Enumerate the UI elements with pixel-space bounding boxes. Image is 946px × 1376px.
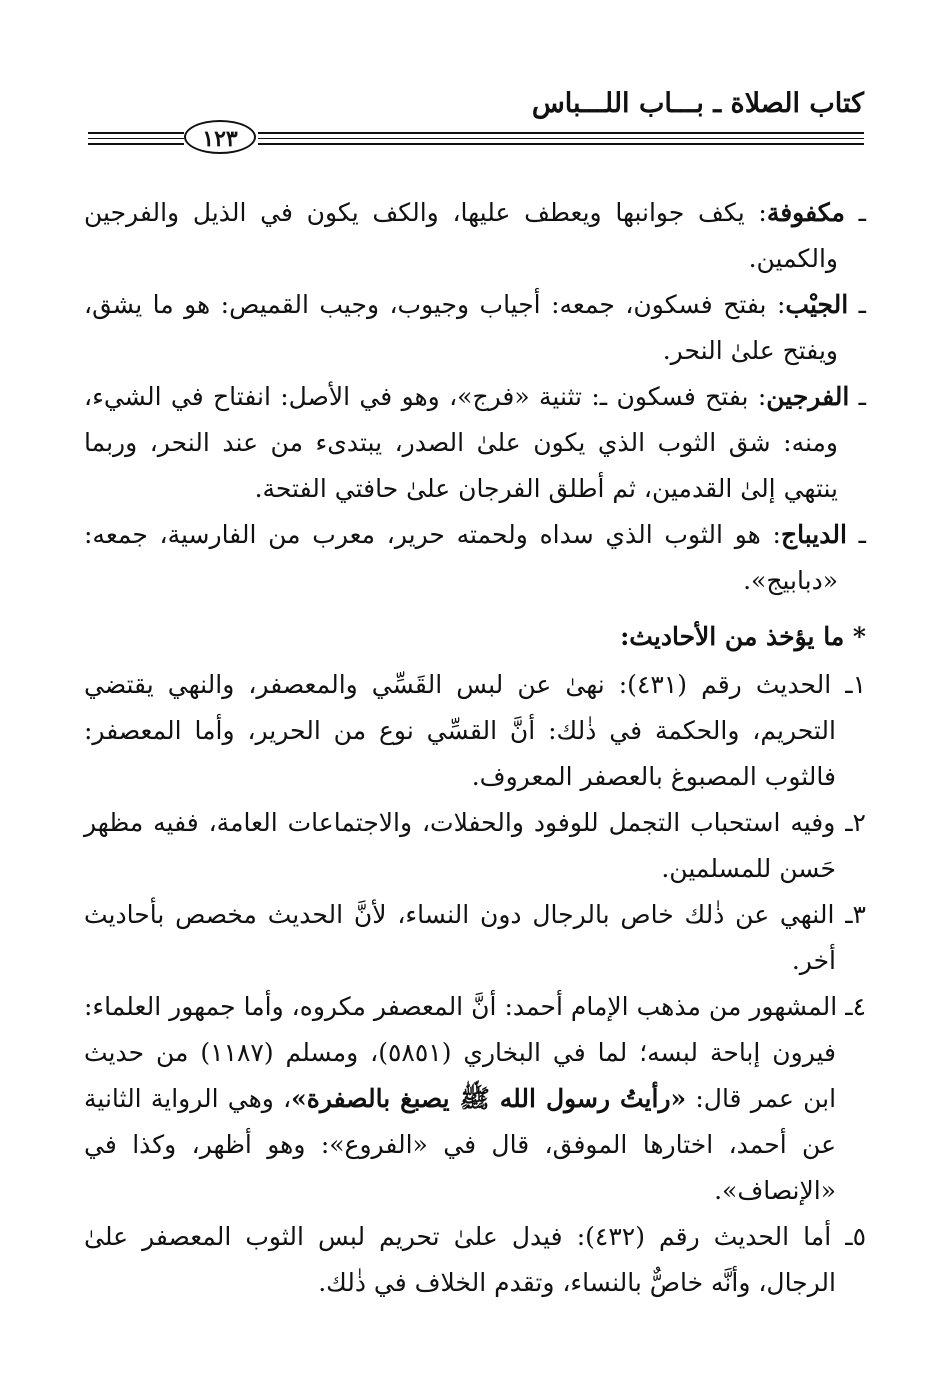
glossary-definition: : بفتح فسكون، جمعه: أجياب وجيوب، وجيب القميص: هو ما يشق، ويفتح علىٰ النحر.: [84, 290, 838, 365]
list-item: [84, 892, 866, 984]
header-rule: [88, 138, 184, 139]
item-text: ، وهي الرواية الثانية عن أحمد، اختارها الموفق، قال في «الفروع»: وهو أظهر، وكذا في «الإنصاف».: [84, 1084, 836, 1205]
item-text: الحديث رقم (٤٣١): نهىٰ عن لبس القَسِّي والمعصفر، والنهي يقتضي التحريم، والحكمة في ذٰلك: أنَّ القسِّي نوع من الحرير، وأما المعصفر: فالثوب المصبوغ بالعصفر المعروف.: [84, 670, 836, 791]
entry-dash: ـ: [848, 290, 866, 319]
section-heading: * ما يؤخذ من الأحاديث:: [620, 622, 866, 651]
item-number: ١ـ: [831, 670, 867, 699]
item-number: ٥ـ: [831, 1222, 866, 1251]
item-number: ٣ـ: [834, 900, 866, 929]
list-item: [84, 984, 866, 1214]
glossary-term: مكفوفة: [766, 198, 845, 227]
glossary-entry: [84, 190, 866, 282]
hadith-quote: «رأيتُ رسول الله ﷺ يصبغ بالصفرة»: [291, 1084, 687, 1113]
glossary-entry: [84, 374, 866, 512]
glossary-definition: : هو الثوب الذي سداه ولحمته حرير، معرب من الفارسية، جمعه: «دبابيج».: [84, 520, 838, 595]
glossary-term: الفرجين: [766, 382, 850, 411]
list-item: [84, 800, 866, 892]
item-text: النهي عن ذٰلك خاص بالرجال دون النساء، لأنَّ الحديث مخصص بأحاديث أخر.: [84, 900, 836, 975]
item-text: وفيه استحباب التجمل للوفود والحفلات، والاجتماعات العامة، ففيه مظهر حَسن للمسلمين.: [84, 808, 836, 883]
page-header: [80, 88, 864, 160]
header-rule: [88, 132, 184, 134]
list-item: [84, 662, 866, 800]
entry-dash: ـ: [844, 198, 866, 227]
item-text: المشهور من مذهب الإمام أحمد: أنَّ المعصفر مكروه، وأما جمهور العلماء: فيرون إباحة لبسه؛ لما في البخاري (٥٨٥١)، ومسلم (١١٨٧) من حديث ابن عمر قال:: [84, 992, 838, 1113]
glossary-term: الديباج: [780, 520, 847, 549]
list-item: [84, 1214, 866, 1306]
entry-dash: ـ: [846, 520, 866, 549]
header-rule: [258, 143, 864, 145]
item-text: أما الحديث رقم (٤٣٢): فيدل علىٰ تحريم لبس الثوب المعصفر علىٰ الرجال، وأنَّه خاصٌّ بالنساء، وتقدم الخلاف في ذٰلك.: [84, 1222, 836, 1297]
glossary-term: الجيْب: [785, 290, 849, 319]
entry-dash: ـ: [849, 382, 866, 411]
header-rule: [258, 138, 864, 139]
item-number: ٢ـ: [835, 808, 866, 837]
item-number: ٤ـ: [837, 992, 866, 1021]
glossary-definition: : يكف جوانبها ويعطف عليها، والكف يكون في الذيل والفرجين والكمين.: [84, 198, 838, 273]
glossary-definition: : بفتح فسكون ـ: تثنية «فرج»، وهو في الأصل: انفتاح في الشيء، ومنه: شق الثوب الذي يكون علىٰ الصدر، يبتدىء من عند النحر، وربما ينتهي إلىٰ القدمين، ثم أطلق الفرجان علىٰ حافتي الفتحة.: [84, 382, 838, 503]
header-rule: [88, 143, 184, 145]
glossary-entry: [84, 282, 866, 374]
glossary-entry: [84, 512, 866, 604]
running-title: كتاب الصلاة ـ بـــاب اللـــباس: [531, 88, 864, 119]
header-rule: [258, 132, 864, 134]
page-number: ١٢٣: [184, 120, 256, 154]
page-content: [84, 190, 866, 1306]
